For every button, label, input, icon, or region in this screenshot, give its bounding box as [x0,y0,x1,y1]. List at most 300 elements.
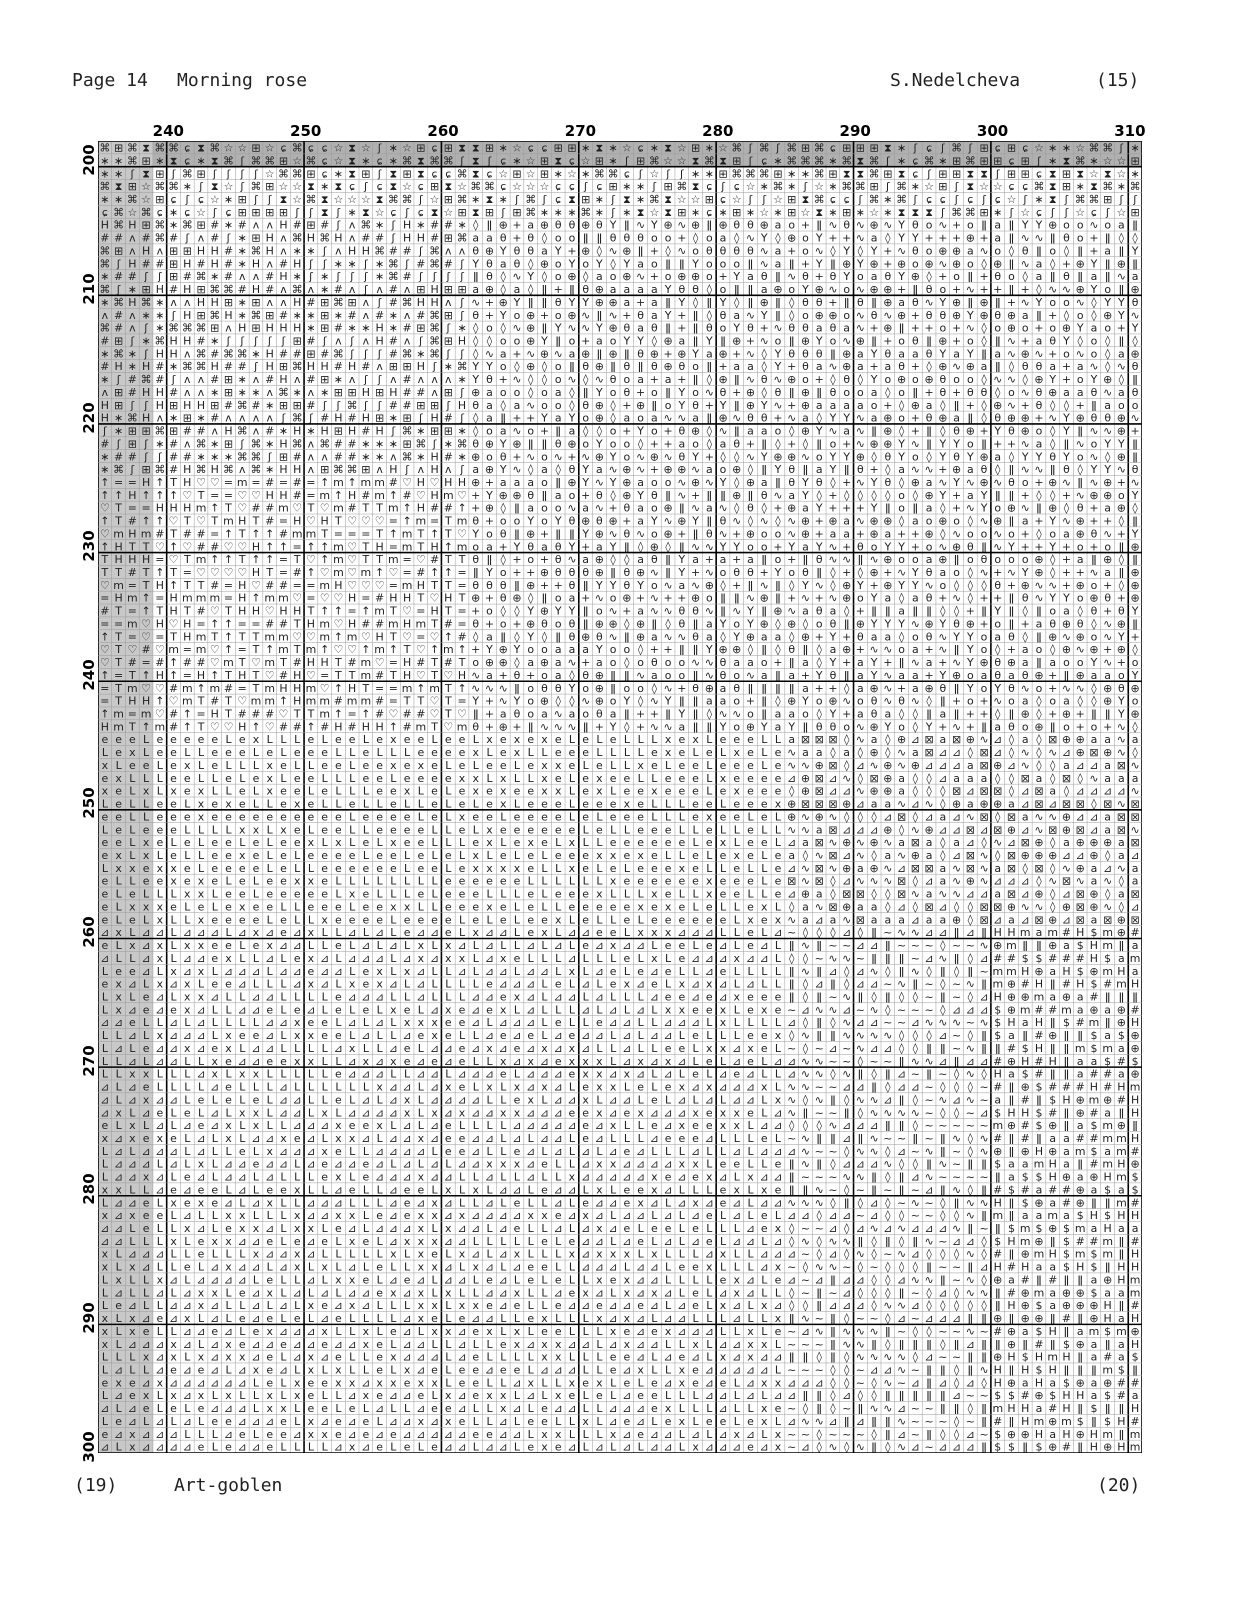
svg-text:⊿: ⊿ [320,978,329,991]
svg-text:θ: θ [706,244,713,257]
svg-text:+: + [815,527,824,540]
svg-text:ɕ: ɕ [569,180,575,193]
svg-text:♡: ♡ [416,553,426,566]
svg-text:T: T [142,540,150,553]
svg-text:+: + [938,463,947,476]
svg-text:+: + [842,566,851,579]
svg-text:∗: ∗ [306,244,315,257]
svg-text:o: o [981,527,988,540]
svg-text:o: o [541,515,548,528]
svg-text:H: H [430,540,438,553]
svg-text:⊞: ⊞ [512,206,521,219]
svg-text:θ: θ [885,450,892,463]
svg-text:e: e [239,888,246,901]
svg-text:◊: ◊ [569,695,575,708]
svg-text:ǁ: ǁ [665,566,670,579]
svg-text:Y: Y [787,540,795,553]
svg-text:e: e [445,875,452,888]
svg-text:+: + [870,579,879,592]
svg-text:L: L [349,810,356,823]
svg-text:⊕: ⊕ [856,334,865,347]
svg-text:e: e [253,900,260,913]
svg-text:⌘: ⌘ [319,232,330,245]
svg-text:ʃ: ʃ [954,180,959,193]
svg-text:Y: Y [870,592,878,605]
svg-text:+: + [815,682,824,695]
svg-text:∿: ∿ [512,463,521,476]
svg-text:θ: θ [1049,334,1056,347]
svg-text:L: L [335,746,342,759]
svg-text:⊕: ⊕ [1076,746,1085,759]
svg-text:∿: ∿ [1103,875,1112,888]
svg-text:L: L [418,900,425,913]
svg-text:θ: θ [692,399,699,412]
svg-text:+: + [883,399,892,412]
svg-text:o: o [1091,334,1098,347]
svg-text:⊕: ⊕ [664,334,673,347]
svg-text:e: e [102,733,109,746]
svg-text:=: = [224,579,233,592]
svg-text:m: m [361,476,372,489]
svg-text:⊕: ⊕ [815,759,824,772]
svg-text:◊: ◊ [1050,772,1056,785]
svg-text:∿: ∿ [911,823,920,836]
svg-text:Y: Y [1117,630,1125,643]
svg-text:⊠: ⊠ [1117,823,1126,836]
svg-text:H: H [279,322,287,335]
svg-text:o: o [486,527,493,540]
svg-text:☆: ☆ [347,193,357,206]
svg-text:∗: ∗ [801,167,810,180]
svg-text:a: a [651,283,658,296]
svg-text:a: a [802,502,809,515]
svg-text:ǁ: ǁ [871,334,876,347]
svg-text:⌘: ⌘ [388,193,399,206]
svg-text:◊: ◊ [734,232,740,245]
svg-text:x: x [157,913,164,926]
svg-text:a: a [637,322,644,335]
svg-text:e: e [115,823,122,836]
svg-text:e: e [582,900,589,913]
svg-text:ǁ: ǁ [679,502,684,515]
svg-text:e: e [417,888,424,901]
svg-text:a: a [541,244,548,257]
svg-text:☆: ☆ [1116,206,1126,219]
svg-text:⊿: ⊿ [760,952,769,965]
svg-text:◊: ◊ [803,926,809,939]
svg-text:+: + [1089,244,1098,257]
svg-text:⊿: ⊿ [183,952,192,965]
svg-text:⊞: ⊞ [979,142,988,155]
svg-text:∿: ∿ [636,463,645,476]
svg-text:o: o [939,579,946,592]
svg-text:e: e [459,785,466,798]
svg-text:#: # [334,450,343,463]
svg-text:a: a [857,656,864,669]
svg-text:θ: θ [514,708,521,721]
svg-text:∿: ∿ [705,476,714,489]
svg-text:ǁ: ǁ [748,489,753,502]
svg-text:♡: ♡ [443,720,453,733]
svg-text:H: H [403,656,411,669]
svg-text:x: x [665,733,672,746]
svg-text:⌘: ⌘ [731,142,742,155]
svg-text:H: H [183,399,191,412]
svg-text:◊: ◊ [1132,720,1138,733]
svg-text:a: a [816,888,823,901]
svg-text:L: L [349,746,356,759]
svg-text:e: e [211,875,218,888]
svg-text:e: e [582,746,589,759]
svg-text:⊕: ⊕ [485,656,494,669]
svg-text:∿: ∿ [499,682,508,695]
svg-text:x: x [720,772,727,785]
svg-text:#: # [334,695,343,708]
svg-text:ɕ: ɕ [926,142,932,155]
svg-text:=: = [238,617,247,630]
svg-text:⊞: ⊞ [334,386,343,399]
svg-text:⊕: ⊕ [705,579,714,592]
svg-text:+: + [540,425,549,438]
svg-text:m: m [457,720,468,733]
svg-text:L: L [116,939,123,952]
svg-text:Y: Y [1048,592,1056,605]
svg-text:a: a [912,347,919,360]
svg-text:ǁ: ǁ [1105,232,1110,245]
svg-text:o: o [1022,720,1029,733]
svg-text:⊕: ⊕ [1089,643,1098,656]
svg-text:a: a [802,540,809,553]
svg-text:⊕: ⊕ [911,399,920,412]
svg-text:⊕: ⊕ [938,360,947,373]
svg-text:L: L [377,939,384,952]
svg-text:ʃ: ʃ [665,167,670,180]
svg-text:θ: θ [637,347,644,360]
svg-text:◊: ◊ [1077,772,1083,785]
svg-text:◊: ◊ [1050,836,1056,849]
svg-text:θ: θ [569,566,576,579]
svg-text:#: # [403,373,412,386]
svg-text:∿: ∿ [856,283,865,296]
svg-text:◊: ◊ [789,785,795,798]
svg-text:L: L [596,733,603,746]
svg-text:m: m [388,617,399,630]
svg-text:ʌ: ʌ [390,373,397,386]
svg-text:θ: θ [830,322,837,335]
svg-text:L: L [225,823,232,836]
svg-text:ʌ: ʌ [445,373,452,386]
svg-text:⊿: ⊿ [883,810,892,823]
svg-text:⊕: ⊕ [870,219,879,232]
svg-text:a: a [788,708,795,721]
svg-text:∿: ∿ [512,322,521,335]
svg-text:T: T [197,489,205,502]
svg-text:ʌ: ʌ [431,386,438,399]
svg-text:⌘: ⌘ [223,283,234,296]
svg-text:L: L [116,888,123,901]
svg-text:H: H [321,515,329,528]
svg-text:ʃ: ʃ [130,463,135,476]
svg-text:e: e [280,836,287,849]
svg-text:L: L [198,746,205,759]
svg-text:Y: Y [1090,373,1098,386]
svg-text:◊: ◊ [858,926,864,939]
svg-text:o: o [733,669,740,682]
svg-text:H: H [128,296,136,309]
svg-text:o: o [967,219,974,232]
svg-text:x: x [692,733,699,746]
svg-text:e: e [143,862,150,875]
svg-text:e: e [253,849,260,862]
svg-text:x: x [308,978,315,991]
svg-text:L: L [143,746,150,759]
svg-text:∗: ∗ [1131,142,1140,155]
svg-text:=: = [128,708,137,721]
svg-text:o: o [981,630,988,643]
svg-text:Y: Y [595,322,603,335]
svg-text:θ: θ [692,682,699,695]
svg-text:H: H [430,412,438,425]
svg-text:L: L [129,836,136,849]
svg-text:◊: ◊ [1036,527,1042,540]
svg-text:m: m [264,656,275,669]
svg-text:ʃ: ʃ [1132,193,1137,206]
svg-text:⊿: ⊿ [856,939,865,952]
svg-text:L: L [253,952,260,965]
svg-text:x: x [486,733,493,746]
svg-text:θ: θ [857,296,864,309]
svg-text:+: + [1048,682,1057,695]
svg-text:a: a [1104,823,1111,836]
svg-text:◊: ◊ [1050,566,1056,579]
svg-text:⊞: ⊞ [870,180,879,193]
svg-text:T: T [430,656,438,669]
svg-text:ɕ: ɕ [1008,154,1014,167]
svg-text:e: e [500,913,507,926]
svg-text:o: o [1036,425,1043,438]
svg-text:∿: ∿ [1021,296,1030,309]
svg-text:+: + [1021,489,1030,502]
svg-text:Y: Y [815,540,823,553]
svg-text:ɕ: ɕ [569,154,575,167]
svg-text:∗: ∗ [416,425,425,438]
svg-text:◊: ◊ [1050,643,1056,656]
svg-text:θ: θ [555,566,562,579]
svg-text:m: m [223,656,234,669]
svg-text:∿: ∿ [1089,450,1098,463]
svg-text:+: + [952,489,961,502]
svg-text:♡: ♡ [430,630,440,643]
svg-text:↑: ↑ [142,720,151,733]
svg-text:⊠: ⊠ [842,888,851,901]
svg-text:θ: θ [596,630,603,643]
svg-text:⊿: ⊿ [925,759,934,772]
svg-text:e: e [692,875,699,888]
svg-text:a: a [871,386,878,399]
svg-text:e: e [308,900,315,913]
svg-text:e: e [569,823,576,836]
svg-text:#: # [224,244,233,257]
svg-text:⊿: ⊿ [856,823,865,836]
svg-text:m: m [306,527,317,540]
svg-text:⊿: ⊿ [293,939,302,952]
svg-text:x: x [376,965,383,978]
svg-text:#: # [1131,926,1140,939]
svg-text:⊠: ⊠ [979,900,988,913]
svg-text:⊿: ⊿ [196,926,205,939]
svg-text:+: + [581,334,590,347]
svg-text:a: a [610,708,617,721]
svg-text:∗: ∗ [279,425,288,438]
svg-text:o: o [1049,527,1056,540]
svg-text:⊠: ⊠ [1131,888,1140,901]
svg-text:◊: ◊ [707,708,713,721]
svg-text:L: L [734,900,741,913]
svg-text:♡: ♡ [224,720,234,733]
svg-text:e: e [129,888,136,901]
svg-text:∿: ∿ [691,579,700,592]
svg-text:ʌ: ʌ [184,373,191,386]
svg-text:a: a [871,412,878,425]
svg-text:e: e [761,810,768,823]
svg-text:∗: ∗ [471,193,480,206]
svg-text:⊿: ⊿ [595,939,604,952]
svg-text:ǁ: ǁ [954,553,959,566]
svg-text:∗: ∗ [705,142,714,155]
svg-text:ǁ: ǁ [981,437,986,450]
svg-text:+: + [842,540,851,553]
svg-text:o: o [500,334,507,347]
svg-text:⊿: ⊿ [1076,849,1085,862]
svg-text:⊞: ⊞ [787,193,796,206]
svg-text:θ: θ [816,553,823,566]
svg-text:o: o [843,283,850,296]
svg-text:#: # [238,219,247,232]
svg-text:◊: ◊ [501,270,507,283]
svg-text:+: + [979,617,988,630]
svg-text:=: = [114,669,123,682]
svg-text:m: m [306,695,317,708]
svg-text:◊: ◊ [926,965,932,978]
svg-text:ǁ: ǁ [926,437,931,450]
svg-text:θ: θ [527,489,534,502]
svg-text:Y: Y [677,566,685,579]
svg-text:∿: ∿ [485,347,494,360]
svg-text:∗: ∗ [760,180,769,193]
svg-text:L: L [514,772,521,785]
svg-text:∿: ∿ [870,875,879,888]
svg-text:Y: Y [609,476,617,489]
svg-text:⊿: ⊿ [581,926,590,939]
svg-text:a: a [1118,952,1125,965]
svg-text:⧗: ⧗ [898,206,906,219]
svg-text:H: H [142,553,150,566]
svg-text:⊿: ⊿ [842,875,851,888]
svg-text:e: e [335,849,342,862]
svg-text:e: e [747,733,754,746]
svg-text:⊠: ⊠ [897,810,906,823]
svg-text:a: a [706,463,713,476]
svg-text:x: x [198,939,205,952]
svg-text:∿: ∿ [883,836,892,849]
svg-text:⊿: ⊿ [348,926,357,939]
svg-text:+: + [499,540,508,553]
svg-text:☆: ☆ [993,180,1003,193]
svg-text:e: e [280,849,287,862]
svg-text:ǁ: ǁ [693,373,698,386]
svg-text:#: # [444,257,453,270]
svg-text:⊿: ⊿ [622,939,631,952]
svg-text:m: m [127,592,138,605]
svg-text:o: o [1049,605,1056,618]
svg-text:a: a [720,682,727,695]
svg-text:=: = [389,540,398,553]
svg-text:⊕: ⊕ [664,463,673,476]
svg-text:=: = [306,489,315,502]
svg-text:♡: ♡ [320,592,330,605]
svg-text:∿: ∿ [609,309,618,322]
svg-text:T: T [375,553,383,566]
svg-text:Y: Y [581,463,589,476]
svg-text:o: o [610,425,617,438]
svg-text:∿: ∿ [897,926,906,939]
svg-text:e: e [390,785,397,798]
svg-text:e: e [637,810,644,823]
svg-text:a: a [926,476,933,489]
svg-text:T: T [307,502,315,515]
svg-text:L: L [624,733,631,746]
svg-text:a: a [665,373,672,386]
svg-text:⌘: ⌘ [237,347,248,360]
svg-text:x: x [637,926,644,939]
svg-text:⊿: ⊿ [238,965,247,978]
svg-text:o: o [898,553,905,566]
svg-text:#: # [155,656,164,669]
svg-text:◊: ◊ [940,605,946,618]
svg-text:◊: ◊ [789,952,795,965]
svg-text:⌘: ⌘ [141,206,152,219]
svg-text:∿: ∿ [952,656,961,669]
svg-text:+: + [485,515,494,528]
svg-text:ʌ: ʌ [445,244,452,257]
svg-text:L: L [514,888,521,901]
svg-text:∿: ∿ [883,695,892,708]
svg-text:Y: Y [1090,463,1098,476]
svg-text:◊: ◊ [954,605,960,618]
svg-text:e: e [170,810,177,823]
svg-text:a: a [912,669,919,682]
svg-text:↑: ↑ [430,643,439,656]
svg-text:∿: ∿ [1062,682,1071,695]
svg-text:∿: ∿ [1007,566,1016,579]
svg-text:~: ~ [911,939,920,952]
svg-text:⊕: ⊕ [677,347,686,360]
svg-text:⊞: ⊞ [224,386,233,399]
svg-text:H: H [142,244,150,257]
svg-text:∗: ∗ [787,180,796,193]
svg-text:∿: ∿ [938,540,947,553]
svg-text:o: o [733,720,740,733]
svg-text:⊕: ⊕ [1131,347,1140,360]
svg-text:Y: Y [732,270,740,283]
svg-text:o: o [912,630,919,643]
svg-text:⊕: ⊕ [499,489,508,502]
svg-text:o: o [651,579,658,592]
svg-text:ʃ: ʃ [377,167,382,180]
svg-text:o: o [967,527,974,540]
svg-text:o: o [994,617,1001,630]
svg-text:⊕: ⊕ [567,270,576,283]
